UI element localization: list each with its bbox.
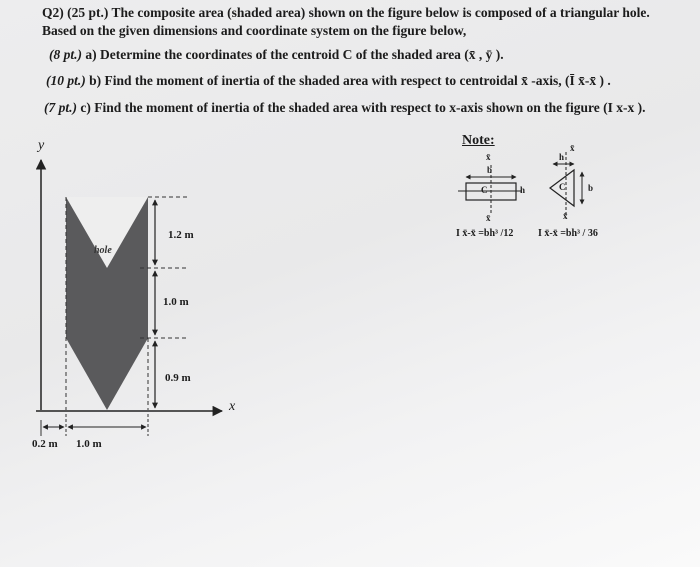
rect-formula: I x̄-x̄ =bh³ /12 (456, 228, 514, 239)
y-axis-label: y (38, 138, 45, 153)
tri-b-label: b (588, 183, 594, 193)
tri-h-label: h (559, 152, 565, 162)
hole-label: hole (94, 245, 112, 256)
question-header-2: Based on the given dimensions and coordinate system on the figure below, (42, 23, 467, 38)
part-c-text: c) Find the moment of inertia of the shaded area with respect to x-axis shown on the figure (I x-x ). (80, 100, 646, 115)
x-axis-label: x (229, 399, 236, 414)
dim-middle-label: 1.0 m (163, 296, 189, 308)
rect-axis-label-top: x̄ (486, 152, 491, 162)
dim-left-gap-label: 0.2 m (32, 438, 58, 450)
tri-formula: I x̄-x̄ =bh³ / 36 (538, 228, 598, 239)
question-header: Q2) (25 pt.) The composite area (shaded area) shown on the figure below is composed of a triangular hole. (42, 5, 650, 20)
rect-h-label: h (520, 185, 526, 195)
part-c-points: (7 pt.) (44, 100, 77, 115)
triangle-note-diagram (550, 152, 582, 218)
dim-bottom-label: 0.9 m (165, 372, 191, 384)
rect-c-label: C (481, 185, 488, 195)
tri-c-label: C (559, 182, 566, 192)
part-b-text: b) Find the moment of inertia of the shaded area with respect to centroidal x̄ -axis, (Ī x̄-x̄ ) . (89, 73, 611, 88)
part-b-points: (10 pt.) (46, 73, 86, 88)
rect-b-label: b (487, 165, 493, 175)
dim-top-label: 1.2 m (168, 229, 194, 241)
note-title: Note: (462, 133, 495, 148)
dim-width-label: 1.0 m (76, 438, 102, 450)
rect-axis-label: x̄ (486, 213, 491, 223)
part-a-text: a) Determine the coordinates of the centroid C of the shaded area (x̄ , ȳ ). (85, 47, 504, 62)
tri-axis-label-top: x̄ (570, 143, 575, 153)
part-a-points: (8 pt.) (49, 47, 82, 62)
tri-axis-label: x̄ (563, 211, 568, 221)
